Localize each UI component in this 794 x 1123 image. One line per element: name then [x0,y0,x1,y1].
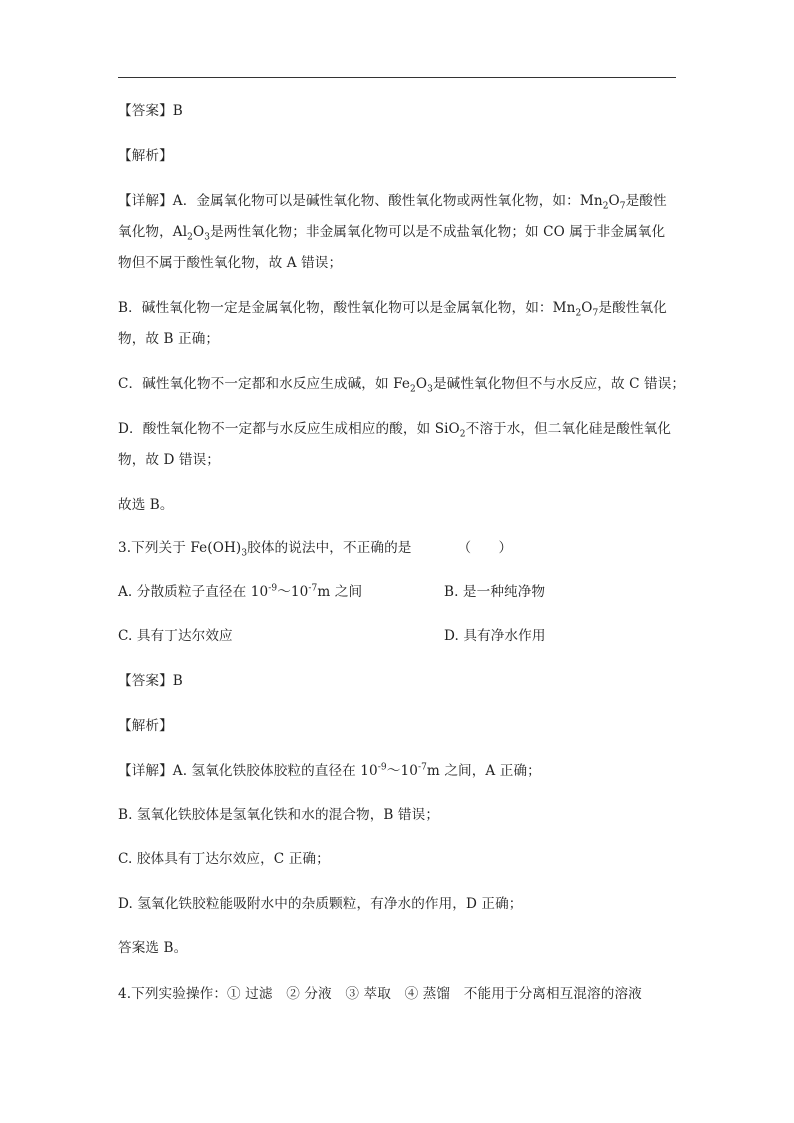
q3-option-a: A. 分散质粒子直径在 $10^{-9}\sim 10^{-7}m$ 之间 [118,583,363,600]
q2-detail-a-line2: 氧化物，$Al_2O_3$是两性氧化物；非金属氧化物可以是不成盐氧化物；如 CO 属于非金属氧化 [118,224,666,243]
q2-detail-c: C．碱性氧化物不一定都和水反应生成碱，如 $Fe_2O_3$是碱性氧化物但不与水反应，故 C 错误； [118,376,686,395]
q2-detail-a-line3: 物但不属于酸性氧化物，故 A 错误； [118,255,343,271]
q2-detail-a-line1: 【详解】A．金属氧化物可以是碱性氧化物、酸性氧化物或两性氧化物，如：$Mn_2O_7$是酸性 [118,193,667,212]
q2-detail-b-line1: B．碱性氧化物一定是金属氧化物，酸性氧化物可以是金属氧化物，如：$Mn_2O_7$是酸性氧化 [118,300,667,319]
q3-option-b: B. 是一种纯净物 [444,584,546,600]
q3-stem: 3.下列关于 $Fe(OH)_3$胶体的说法中，不正确的是 （ ） [118,540,513,559]
q2-detail-d-line2: 物，故 D 错误； [118,452,221,468]
q3-option-d: D. 具有净水作用 [444,628,546,644]
q3-detail-a: 【详解】A. 氢氧化铁胶体胶粒的直径在 $10^{-9}\sim 10^{-7}m$ 之间，A 正确； [118,762,541,779]
q2-detail-b-line2: 物，故 B 正确； [118,331,220,347]
q4-stem: 4.下列实验操作：① 过滤 ② 分液 ③ 萃取 ④ 蒸馏 不能用于分离相互混溶的溶液 [118,986,642,1002]
q2-analysis-label: 【解析】 [118,148,173,164]
q3-detail-c: C. 胶体具有丁达尔效应，C 正确； [118,851,330,867]
q2-detail-d-line1: D．酸性氧化物不一定都与水反应生成相应的酸，如 SiO$_2$不溶于水，但二氧化硅是酸性氧化 [118,421,672,440]
q3-detail-b: B. 氢氧化铁胶体是氢氧化铁和水的混合物，B 错误； [118,807,440,823]
q3-detail-d: D. 氢氧化铁胶粒能吸附水中的杂质颗粒，有净水的作用，D 正确； [118,896,523,912]
q2-answer: 【答案】B [118,103,183,119]
header-rule [118,77,676,78]
q2-conclusion: 故选 B。 [118,497,174,513]
q3-conclusion: 答案选 B。 [118,940,188,956]
q3-answer: 【答案】B [118,673,183,689]
q3-analysis-label: 【解析】 [118,718,173,734]
q3-option-c: C. 具有丁达尔效应 [118,628,233,644]
